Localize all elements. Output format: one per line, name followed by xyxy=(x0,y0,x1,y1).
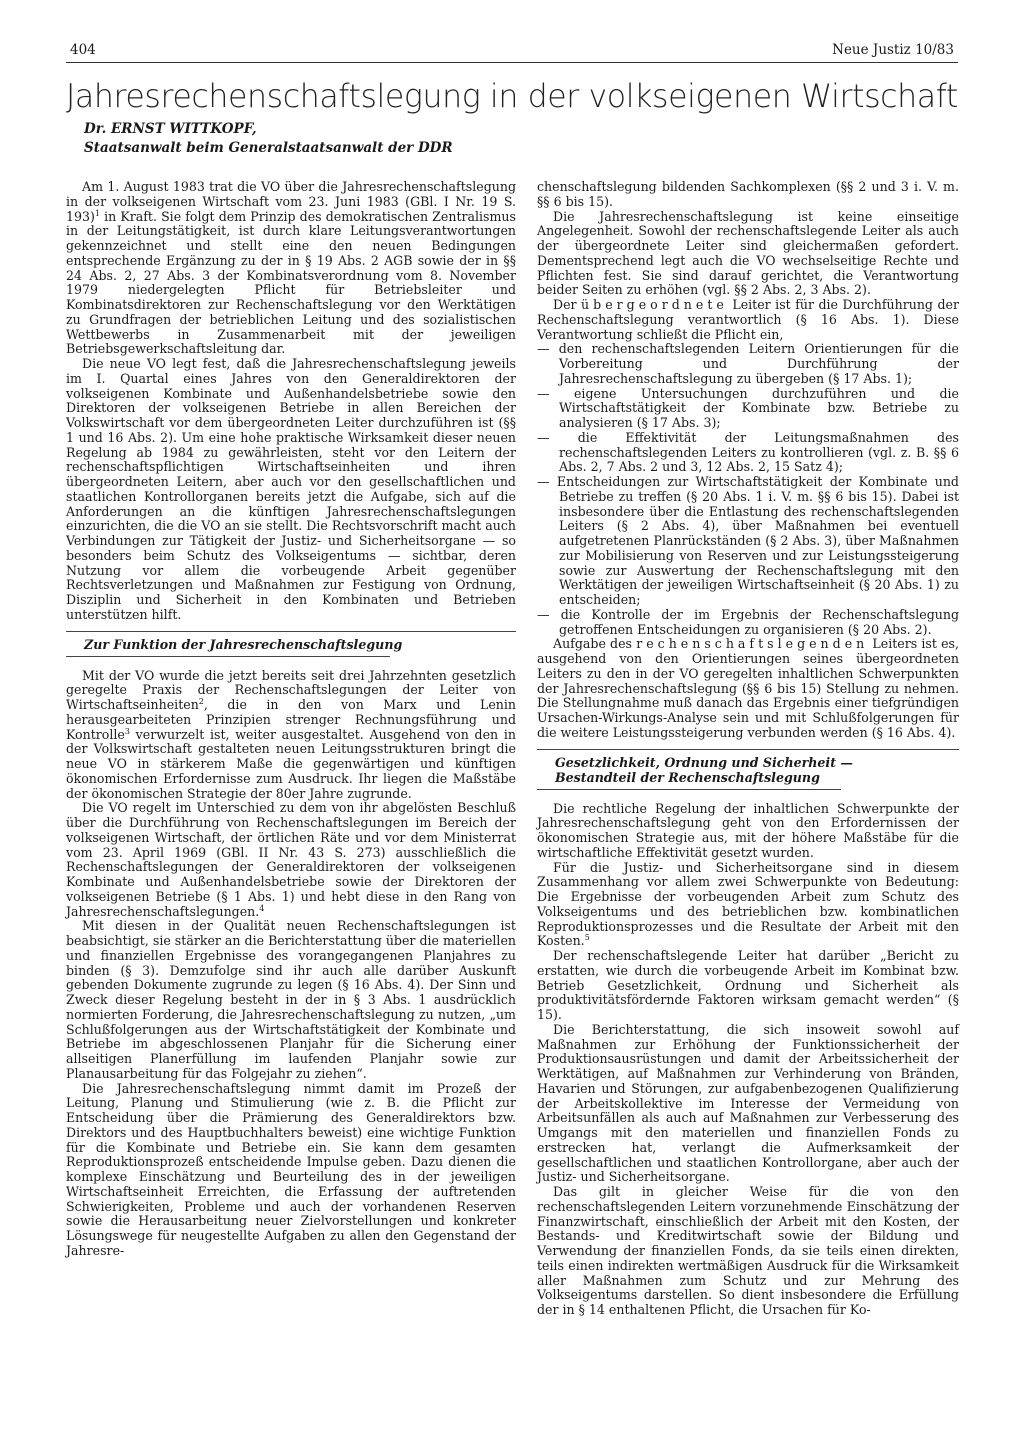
gesetzlichkeit-paragraph-2: Für die Justiz- und Sicherheitsorgane sind in diesem Zusammenhang vor allem zwei Schwerpunkte von Bedeutung: Die Ergebnisse der vorbeugenden Arbeit zum Schutz des Volkseigentums und des betrieblichen bzw. kombinatlichen Reproduktionsprozesses und die Resultate der Arbeit mit den Kosten.$^5$ xyxy=(537,859,959,949)
right-column xyxy=(537,180,959,1318)
section-heading-gesetzlichkeit-line2: Bestandteil der Rechenschaftslegung xyxy=(555,769,820,785)
header-rule xyxy=(66,62,958,63)
footnote-ref: 5 xyxy=(584,933,590,943)
funktion-paragraph-2: Die VO regelt im Unterschied zu dem von ihr abgelösten Beschluß über die Durchführung von Rechenschaftslegungen im Bereich der volkseigenen Wirtschaft, der örtlichen Räte und vor dem Ministerrat vom 23. April 1969 (GBl. II Nr. 43 S. 273) ausschließlich die Rechenschaftslegungen der Generaldirektoren der volkseigenen Kombinate und Außenhandelsbetriebe sowie der Direktoren der volkseigenen Betriebe (§ 1 Abs. 1) und hebt diese in den Rang von Jahresrechenschaftslegungen.$^4$ xyxy=(66,800,516,919)
section-heading-funktion: Zur Funktion der Jahresrechenschaftslegung xyxy=(84,636,403,652)
list-item: — die Effektivität der Leitungsmaßnahmen des rechenschaftslegenden Leiters zu kontrollieren (vgl. z. B. §§ 6 Abs. 2, 7 Abs. 2 und 3, 12 Abs. 2, 15 Satz 4); xyxy=(537,429,959,475)
gesetzlichkeit-paragraph-3: Der rechenschaftslegende Leiter hat darüber „Bericht zu erstatten, wie durch die vorbeugende Arbeit im Kombinat bzw. Betrieb Gesetzlichkeit, Ordnung und Sicherheit als produktivitätsfördernde Faktoren wirksam gemacht werden“ (§ 15). xyxy=(537,948,959,1022)
section-rule xyxy=(537,749,959,750)
funktion-paragraph-1: Mit der VO wurde die jetzt bereits seit drei Jahrzehnten gesetzlich geregelte Praxis der Rechenschaftslegungen der Leiter von Wirtschaftseinheiten$^2$, die in den von Marx und Lenin herausgearbeiteten Prinzipien strenger Rechnungsführung und Kontrolle$^3$ verwurzelt ist, weiter ausgestaltet. Ausgehend von den in der Volkswirtschaft gestalteten neuen Leitungsstrukturen bringt die neue VO in stärkerem Maße die gegenwärtigen und künftigen ökonomischen Erfordernisse zum Ausdruck. Ihr liegen die Maßstäbe der ökonomischen Strategie der 80er Jahre zugrunde. xyxy=(66,667,516,801)
gesetzlichkeit-paragraph-1: Die rechtliche Regelung der inhaltlichen Schwerpunkte der Jahresrechenschaftslegung geht von den Erfordernissen der ökonomischen Strategie aus, mit der höhere Maßstäbe für die wirtschaftliche Effektivität gesetzt wurden. xyxy=(537,800,959,860)
footnote-ref: 4 xyxy=(259,903,265,913)
page-number: 404 xyxy=(70,42,96,58)
section-rule xyxy=(66,631,516,632)
list-item: — die Kontrolle der im Ergebnis der Rechenschaftslegung getroffenen Entscheidungen zu organisieren (§ 20 Abs. 2). xyxy=(537,606,959,637)
funktion-paragraph-3: Mit diesen in der Qualität neuen Rechenschaftslegungen ist beabsichtigt, sie stärker an die Berichterstattung über die materiellen und finanziellen Ergebnisse des vorangegangenen Planjahres zu binden (§ 3). Demzufolge sind ihr auch alle darüber Auskunft gebenden Dokumente zugrunde zu legen (§ 16 Abs. 4). Der Sinn und Zweck dieser Regelung besteht in der in § 3 Abs. 1 ausdrücklich normierten Forderung, die Jahresrechenschaftslegung zu nutzen, „um Schlußfolgerungen aus der Wirtschaftstätigkeit der Kombinate und Betriebe im abgeschlossenen Planjahr für die Sicherung einer allseitigen Planerfüllung im laufenden Planjahr sowie zur Planausarbeitung für das Folgejahr zu ziehen“. xyxy=(66,918,516,1081)
right-paragraph-2: Der übergeordnete Leiter ist für die Durchführung der Rechenschaftslegung verantwortlich (§ 16 Abs. 1). Diese Verantwortung schließt die Pflicht ein, xyxy=(537,297,959,342)
footnote-ref: 1 xyxy=(94,208,101,218)
author-position: Staatsanwalt beim Generalstaatsanwalt der DDR xyxy=(84,140,453,156)
gesetzlichkeit-paragraph-4: Die Berichterstattung, die sich insoweit sowohl auf Maßnahmen zur Erhöhung der Funktionssicherheit der Produktionsausrüstungen und damit der Arbeitssicherheit der Werktätigen, auf Maßnahmen zur Verhinderung von Bränden, Havarien und Störungen, zur aufgabenbezogenen Qualifizierung der Arbeitskollektive im Interesse der Vermeidung von Arbeitsunfällen als auch auf Maßnahmen zur Verbesserung des Umgangs mit den materiellen und finanziellen Fonds zu erstrecken hat, verlangt die Aufmerksamkeit der gesellschaftlichen und staatlichen Kontrollorgane, aber auch der Justiz- und Sicherheitsorgane. xyxy=(537,1021,959,1185)
section-heading-gesetzlichkeit: Gesetzlichkeit, Ordnung und Sicherheit — xyxy=(555,754,854,770)
section-heading-underline xyxy=(66,656,390,657)
section-heading-underline xyxy=(537,789,841,790)
continued-paragraph: chenschaftslegung bildenden Sachkomplexen (§§ 2 und 3 i. V. m. §§ 6 bis 15). xyxy=(537,179,959,209)
right-paragraph-3: Aufgabe des rechenschaftslegenden Leiters ist es, ausgehend von den Orientierungen seines übergeordneten Leiters zu den in der VO geregelten inhaltlichen Schwerpunkten der Jahresrechenschaftslegung (§§ 6 bis 15) Stellung zu nehmen. Die Stellungnahme muß danach das Ergebnis einer tiefgründigen Ursachen-Wirkungs-Analyse sein und mit Schlußfolgerungen für die weitere Leistungssteigerung verbunden werden (§ 16 Abs. 4). xyxy=(537,636,959,740)
list-item: — den rechenschaftslegenden Leitern Orientierungen für die Vorbereitung und Durchführung der Jahresrechenschaftslegung zu übergeben (§ 17 Abs. 1); xyxy=(537,341,959,386)
left-column xyxy=(66,180,516,1259)
right-paragraph-1: Die Jahresrechenschaftslegung ist keine einseitige Angelegenheit. Sowohl der rechenschaftslegende Leiter als auch der übergeordnete Leiter sind gleichermaßen gefordert. Dementsprechend legt auch die VO wechselseitige Rechte und Pflichten fest. Sie sind darauf gerichtet, die Verantwortung beider Seiten zu erhöhen (vgl. §§ 2 Abs. 2, 3 Abs. 2). xyxy=(537,208,959,298)
gesetzlichkeit-paragraph-5: Das gilt in gleicher Weise für die von den rechenschaftslegenden Leitern vorzunehmende Einschätzung der Finanzwirtschaft, einschließlich der Arbeit mit den Kosten, der Bestands- und Kreditwirtschaft sowie der Bildung und Verwendung der finanziellen Fonds, da sie teils einen direkten, teils einen indirekten wertmäßigen Ausdruck für die Wirksamkeit aller Maßnahmen zum Schutz und zur Mehrung des Volkseigentums darstellen. So dient insbesondere die Erfüllung der in § 14 enthaltenen Pflicht, die Ursachen für Ko- xyxy=(537,1184,959,1317)
footnote-ref: 3 xyxy=(124,726,130,736)
funktion-paragraph-4: Die Jahresrechenschaftslegung nimmt damit im Prozeß der Leitung, Planung und Stimulierung (wie z. B. die Pflicht zur Entscheidung über die Prämierung des Generaldirektors bzw. Direktors und des Hauptbuchhalters beweist) eine wichtige Funktion für die Kombinate und Betriebe ein. Sie kann dem gesamten Reproduktionsprozeß entscheidende Impulse geben. Dazu dienen die komplexe Einschätzung und Beurteilung des in der jeweiligen Wirtschaftseinheit Erreichten, die Erfassung der auftretenden Schwierigkeiten, Probleme und auch der vorhandenen Reserven sowie die Herausarbeitung neuer Zielvorstellungen und konkreter Lösungswege für neugestellte Aufgaben zu allen den Gegenstand der Jahresre- xyxy=(66,1080,516,1258)
author-name: Dr. ERNST WITTKOPF, xyxy=(84,121,257,137)
list-item: — Entscheidungen zur Wirtschaftstätigkeit der Kombinate und Betriebe zu treffen (§ 20 Abs. 1 i. V. m. §§ 6 bis 15). Dabei ist insbesondere über die Entlastung des rechenschaftslegenden Leiters (§ 2 Abs. 4), über Maßnahmen bei eventuell aufgetretenen Planrückständen (§ 2 Abs. 3), über Maßnahmen zur Mobilisierung von Reserven und zur Leistungssteigerung sowie zur Auswertung der Rechenschaftslegung mit den Werktätigen der jeweiligen Wirtschaftseinheit (§ 20 Abs. 1) zu entscheiden; xyxy=(537,474,959,607)
list-item: — eigene Untersuchungen durchzuführen und die Wirtschaftstätigkeit der Kombinate bzw. Betriebe zu analysieren (§ 17 Abs. 3); xyxy=(537,385,959,430)
intro-paragraph-1: Am 1. August 1983 trat die VO über die Jahresrechenschaftslegung in der volkseigenen Wirtschaft vom 23. Juni 1983 (GBl. I Nr. 19 S. 193)$^1$ in Kraft. Sie folgt dem Prinzip des demokratischen Zentralismus in der Leitungstätigkeit, ist durch klare Leitungsverantwortungen gekennzeichnet und stellt eine den neuen Bedingungen entsprechende Ergänzung zu der in § 19 Abs. 2 AGB sowie der in §§ 24 Abs. 2, 27 Abs. 3 der Kombinatsverordnung vom 8. November 1979 niedergelegten Pflicht für Betriebsleiter und Kombinatsdirektoren zur Rechenschaftslegung vor den Werktätigen zu Grundfragen der betrieblichen Leitung und des sozialistischen Wettbewerbs in Zusammenarbeit mit der jeweiligen Betriebsgewerkschaftsleitung dar. xyxy=(66,179,516,357)
intro-paragraph-2: Die neue VO legt fest, daß die Jahresrechenschaftslegung jeweils im I. Quartal eines Jahres von den Generaldirektoren der volkseigenen Kombinate und Außenhandelsbetriebe sowie den Direktoren der volkseigenen Betriebe in allen Bereichen der Volkswirtschaft vor dem übergeordneten Leiter durchzuführen ist (§§ 1 und 16 Abs. 2). Um eine hohe praktische Wirksamkeit dieser neuen Regelung ab 1984 zu gewährleisten, steht vor den Leitern der rechenschaftspflichtigen Wirtschaftseinheiten und ihren übergeordneten Leitern, aber auch vor den gesellschaftlichen und staatlichen Kontrollorganen bereits jetzt die Aufgabe, sich auf die Anforderungen an die künftigen Jahresrechenschaftslegungen einzurichten, die die VO an sie stellt. Die Rechtsvorschrift macht auch Verbindungen zur Tätigkeit der Justiz- und Sicherheitsorgane — so besonders beim Schutz des Volkseigentums — sichtbar, deren Nutzung vor allem die vorbeugende Arbeit gegenüber Rechtsverletzungen und Maßnahmen zur Festigung von Ordnung, Disziplin und Sicherheit in den Kombinaten und Betrieben unterstützen hilft. xyxy=(66,356,516,622)
article-title: Jahresrechenschaftslegung in der volkseigenen Wirtschaft xyxy=(66,79,958,115)
footnote-ref: 2 xyxy=(198,696,204,706)
journal-issue: Neue Justiz 10/83 xyxy=(832,42,954,58)
